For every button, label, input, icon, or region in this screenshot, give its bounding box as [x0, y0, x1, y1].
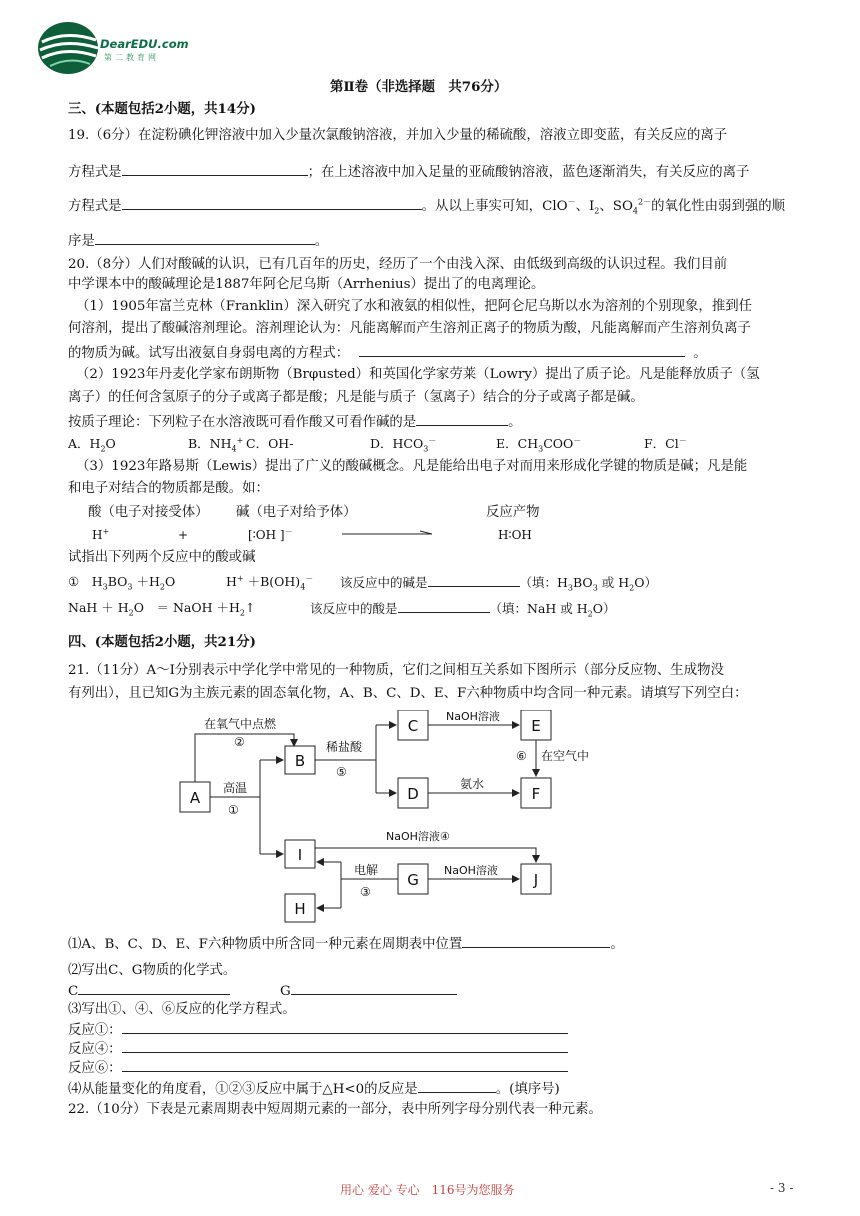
- q20-line3: （1）1905年富兰克林（Franklin）深入研究了水和液氨的相似性，把阿仑尼乌斯以水为溶剂的个别现象，推到任: [76, 299, 752, 314]
- q19-line4: [68, 231, 328, 251]
- q19-text: 的氧化性由弱到强的顺: [651, 199, 786, 214]
- lewis-header-product: 反应产物: [486, 505, 540, 520]
- q21-sub1: ⑴A、B、C、D、E、F六种物质中所含同一种元素在周期表中位置 。: [68, 934, 624, 954]
- box-h: H: [294, 900, 306, 918]
- label-air: 在空气中: [541, 749, 590, 763]
- q19-text: 。从以上事实可知，ClO: [421, 199, 568, 214]
- answer-blank[interactable]: [122, 1058, 568, 1072]
- box-b: B: [294, 752, 306, 770]
- label-naoh1: NaOH溶液: [446, 710, 500, 723]
- section-title: 第Ⅱ卷（非选择题 共76分）: [330, 79, 508, 95]
- q20-line14: 试指出下列两个反应中的酸或碱: [68, 550, 256, 565]
- q19-text: 方程式是: [68, 165, 122, 180]
- lewis-oh: [∶OH ]－: [248, 527, 293, 542]
- q19-text: 、SO: [599, 199, 633, 214]
- answer-blank[interactable]: [122, 1039, 568, 1053]
- q20-options: [68, 435, 687, 454]
- answer-blank[interactable]: [398, 599, 490, 613]
- q20-line7: 离子）的任何含氢原子的分子或离子都是酸；凡是能与质子（氢离子）结合的分子或离子都是碱。: [68, 390, 644, 405]
- answer-blank[interactable]: [359, 343, 685, 357]
- q20-text: 。: [693, 346, 707, 361]
- q20-line10: （3）1923年路易斯（Lewis）提出了广义的酸碱概念。凡是能给出电子对而用来形成化学键的物质是碱；凡是能: [76, 459, 748, 474]
- q20-line11: 和电子对结合的物质都是酸。如：: [68, 481, 269, 496]
- q21-sub3-r1: 反应①：: [68, 1020, 568, 1040]
- part3-title: 三、(本题包括2小题，共14分): [68, 101, 256, 117]
- option-b: B．$NH_4^+$: [188, 435, 244, 454]
- q21-sub4: ⑷从能量变化的角度看，①②③反应中属于△H<0的反应是 。(填序号): [68, 1079, 560, 1099]
- box-a: A: [189, 789, 201, 807]
- answer-blank[interactable]: [95, 231, 315, 245]
- box-i: I: [297, 846, 303, 864]
- reaction-flow-diagram: [176, 710, 616, 925]
- box-d: D: [407, 785, 419, 803]
- logo-subtitle: 第二教育网: [104, 53, 159, 62]
- answer-blank[interactable]: [122, 162, 308, 176]
- answer-blank[interactable]: [78, 981, 230, 995]
- label-hcl: 稀盐酸: [326, 740, 363, 754]
- footer-motto: 用心 爱心 专心 116号为您服务: [340, 1183, 515, 1197]
- lewis-plus: +: [178, 528, 189, 542]
- answer-blank[interactable]: [122, 196, 422, 210]
- q22-line1: 22.（10分）下表是元素周期表中短周期元素的一部分，表中所列字母分别代表一种元素。: [68, 1102, 602, 1117]
- answer-blank[interactable]: [428, 573, 520, 587]
- q20-line8: [68, 412, 522, 432]
- q20-line1: 20.（8分）人们对酸碱的认识，已有几百年的历史，经历了一个由浅入深、由低级到高级的认识过程。我们目前: [68, 257, 728, 272]
- box-e: E: [531, 717, 541, 735]
- option-c: C．OH-: [246, 436, 294, 451]
- q20-text: 的物质为碱。试写出液氨自身弱电离的方程式：: [68, 346, 350, 361]
- q19-text: 。: [314, 234, 329, 249]
- option-e: E．$CH_3COO^-$: [496, 435, 582, 454]
- q20-line4: 何溶剂，提出了酸碱溶剂理论。溶剂理论认为：凡能离解而产生溶剂正离子的物质为酸，凡能离解而产生溶剂负离子: [68, 321, 751, 336]
- label-ammonia: 氨水: [460, 777, 485, 791]
- q21-sub2-g: G: [280, 981, 457, 1001]
- label-n5: ⑤: [336, 765, 347, 779]
- q20-text: 。: [508, 415, 522, 430]
- q20-reaction1: ① $H_3BO_3 +H_2O$ $H^+ +B(OH)_4^-$ 该反应中的碱是 （填：$H_3BO_3$ 或 $H_2O$）: [68, 573, 657, 593]
- q21-sub2: ⑵写出C、G物质的化学式。: [68, 963, 237, 978]
- box-g: G: [407, 871, 419, 889]
- q21-sub3: ⑶写出①、④、⑥反应的化学方程式。: [68, 1002, 296, 1017]
- q20-line2: 中学课本中的酸碱理论是1887年阿仑尼乌斯（Arrhenius）提出了的电离理论。: [68, 277, 545, 292]
- box-c: C: [407, 717, 419, 735]
- label-n3: ③: [360, 885, 371, 899]
- label-burn: 在氧气中点燃: [204, 717, 277, 731]
- lewis-product: H∶OH: [498, 528, 532, 542]
- q20-text: 按质子理论：下列粒子在水溶液既可看作酸又可看作碱的是: [68, 415, 417, 430]
- logo: [36, 20, 189, 78]
- option-f: F．Cl－: [644, 435, 687, 451]
- page-number: - 3 -: [770, 1181, 794, 1195]
- lewis-h: H+: [92, 527, 110, 542]
- q21-line2: 有列出），且已知G为主族元素的固态氧化物，A、B、C、D、E、F六种物质中均含同一种元素。请填写下列空白：: [68, 686, 748, 701]
- option-d: D．$HCO_3^-$: [370, 435, 437, 454]
- lewis-header-base: 碱（电子对给予体）: [236, 505, 357, 520]
- answer-blank[interactable]: [462, 934, 610, 948]
- q19-text: 方程式是: [68, 199, 122, 214]
- label-n1: ①: [228, 803, 239, 817]
- reaction-arrow-icon: [340, 527, 436, 541]
- label-n6: ⑥: [516, 749, 527, 763]
- label-naoh4: NaOH溶液④: [386, 830, 450, 843]
- label-electro: 电解: [354, 863, 379, 877]
- q20-line5: [68, 343, 707, 363]
- q19-line2: [68, 162, 749, 182]
- q20-line6: （2）1923年丹麦化学家布朗斯物（Brφusted）和英国化学家劳莱（Lowry）提出了质子论。凡是能释放质子（氢: [76, 367, 760, 382]
- q19-line3: 方程式是 。从以上事实可知，ClO－、$I_2$、$SO_4^{2-}$的氧化性由弱到强的顺: [68, 197, 786, 216]
- label-naoh2: NaOH溶液: [444, 864, 498, 877]
- q21-line1: 21.（11分）A～I分别表示中学化学中常见的一种物质，它们之间相互关系如下图所示（部分反应物、生成物没: [68, 663, 724, 678]
- answer-blank[interactable]: [122, 1020, 568, 1034]
- answer-blank[interactable]: [416, 412, 508, 426]
- q21-sub3-r6: 反应⑥：: [68, 1058, 568, 1078]
- label-n2: ②: [234, 735, 245, 749]
- q19-text: ；在上述溶液中加入足量的亚硫酸钠溶液，蓝色逐渐消失，有关反应的离子: [307, 165, 750, 180]
- q19-line1: 19.（6分）在淀粉碘化钾溶液中加入少量次氯酸钠溶液，并加入少量的稀硫酸，溶液立即变蓝，有关反应的离子: [68, 128, 728, 143]
- answer-blank[interactable]: [291, 981, 457, 995]
- q19-text: 、I: [575, 199, 595, 214]
- q21-sub2-c: C: [68, 981, 230, 1001]
- option-a: A．$H_2O$: [68, 436, 116, 454]
- box-j: J: [533, 871, 539, 889]
- lewis-header-acid: 酸（电子对接受体）: [88, 505, 209, 520]
- box-f: F: [531, 785, 541, 803]
- q20-reaction2: NaH ＋ $H_2O$ ＝ NaOH $+H_2↑$ 该反应中的酸是 （填：NaH 或 $H_2O$）: [68, 600, 616, 619]
- q21-sub3-r4: 反应④：: [68, 1039, 568, 1059]
- q19-text: 序是: [68, 234, 95, 249]
- answer-blank[interactable]: [418, 1079, 496, 1093]
- logo-brand: DearEDU.com: [100, 37, 189, 51]
- part4-title: 四、(本题包括2小题，共21分): [68, 634, 256, 650]
- label-hightemp: 高温: [223, 781, 248, 795]
